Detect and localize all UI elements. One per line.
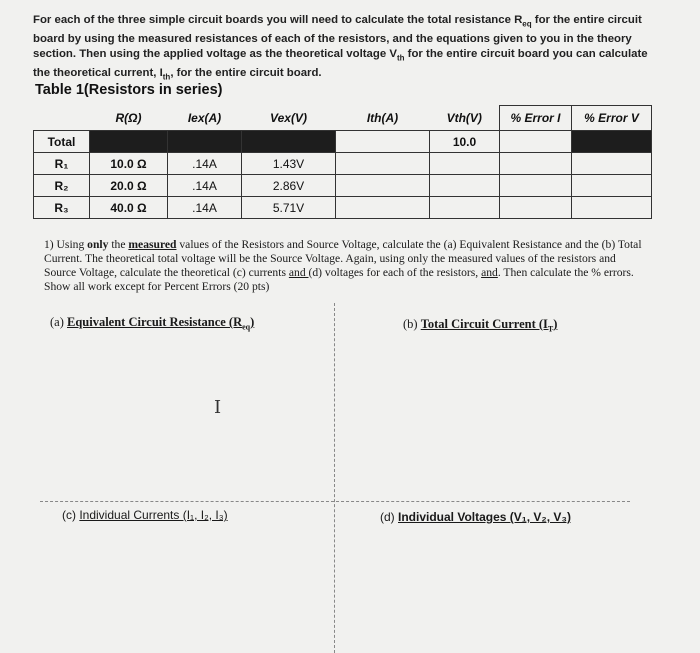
cell-error-v — [572, 175, 652, 197]
horizontal-divider — [40, 501, 630, 502]
cell-ith — [336, 175, 430, 197]
row-label-total: Total — [34, 131, 90, 153]
cell-iex: .14A — [168, 153, 242, 175]
cell-total-ith — [336, 131, 430, 153]
cell-vex: 1.43V — [242, 153, 336, 175]
header-error-v: % Error V — [572, 106, 652, 131]
cell-iex: .14A — [168, 175, 242, 197]
cell-blocked — [242, 131, 336, 153]
cell-vth — [430, 197, 500, 219]
cell-vex: 2.86V — [242, 175, 336, 197]
cell-total-error-i — [500, 131, 572, 153]
question-d-label: (d) Individual Voltages (V₁, V₂, V₃) — [380, 510, 571, 524]
resistors-table — [33, 105, 652, 219]
cell-blocked — [572, 131, 652, 153]
header-r: R(Ω) — [115, 110, 142, 125]
question-b-label: (b) Total Circuit Current $(I_T)$ — [403, 317, 558, 334]
text-cursor-icon: I — [214, 397, 222, 418]
cell-error-i — [500, 153, 572, 175]
question-a-label: (a) Equivalent Circuit Resistance $(R_{eq})$ — [50, 315, 255, 332]
header-vth: Vth(V) — [446, 110, 482, 125]
cell-blocked — [90, 131, 168, 153]
header-vex: Vex(V) — [270, 110, 307, 125]
cell-error-i — [500, 175, 572, 197]
cell-ith — [336, 197, 430, 219]
table-title: Table 1(Resistors in series) — [35, 82, 223, 98]
cell-iex: .14A — [168, 197, 242, 219]
table-header-row — [34, 106, 652, 131]
cell-blocked — [168, 131, 242, 153]
intro-paragraph: For each of the three simple circuit boards you will need to calculate the total resistance $R_{eq}$ for the entire circuit board by using the measured resistances of each of the resistors, and the equations given to you in the theory section. Then using the applied voltage as the theoretical voltage $V_{th}$ for the entire circuit board you can calculate the theoretical current, $I_{th}$, for the entire circuit board. — [33, 14, 648, 82]
header-ith: Ith(A) — [366, 110, 399, 125]
table-row — [34, 197, 652, 219]
cell-error-i — [500, 197, 572, 219]
row-label: R₁ — [34, 153, 90, 175]
cell-error-v — [572, 153, 652, 175]
question-c-label: (c) Individual Currents (I₁, I₂, I₃) — [62, 508, 228, 522]
instructions-paragraph: 1) Using only the measured values of the Resistors and Source Voltage, calculate the (a) Equivalent Resistance and the (b) Total Current. The theoretical total voltage will be the Source Voltage. Again, using only the measured values of the resistors and Source Voltage, calculate the theoretical (c) currents and (d) voltages for each of the resistors, and. Then calculate the % errors. Show all work except for Percent Errors (20 pts) — [44, 238, 642, 293]
header-iex: Iex(A) — [187, 110, 222, 125]
cell-vth — [430, 175, 500, 197]
vertical-divider — [334, 303, 335, 653]
cell-vex: 5.71V — [242, 197, 336, 219]
cell-ith — [336, 153, 430, 175]
table-row — [34, 153, 652, 175]
cell-r: 40.0 Ω — [90, 197, 168, 219]
header-blank — [34, 106, 90, 131]
header-error-i: % Error I — [500, 106, 572, 131]
cell-total-vth: 10.0 — [430, 131, 500, 153]
row-label: R₃ — [34, 197, 90, 219]
table-row — [34, 175, 652, 197]
table-row-total — [34, 131, 652, 153]
cell-r: 10.0 Ω — [90, 153, 168, 175]
cell-error-v — [572, 197, 652, 219]
cell-r: 20.0 Ω — [90, 175, 168, 197]
row-label: R₂ — [34, 175, 90, 197]
cell-vth — [430, 153, 500, 175]
